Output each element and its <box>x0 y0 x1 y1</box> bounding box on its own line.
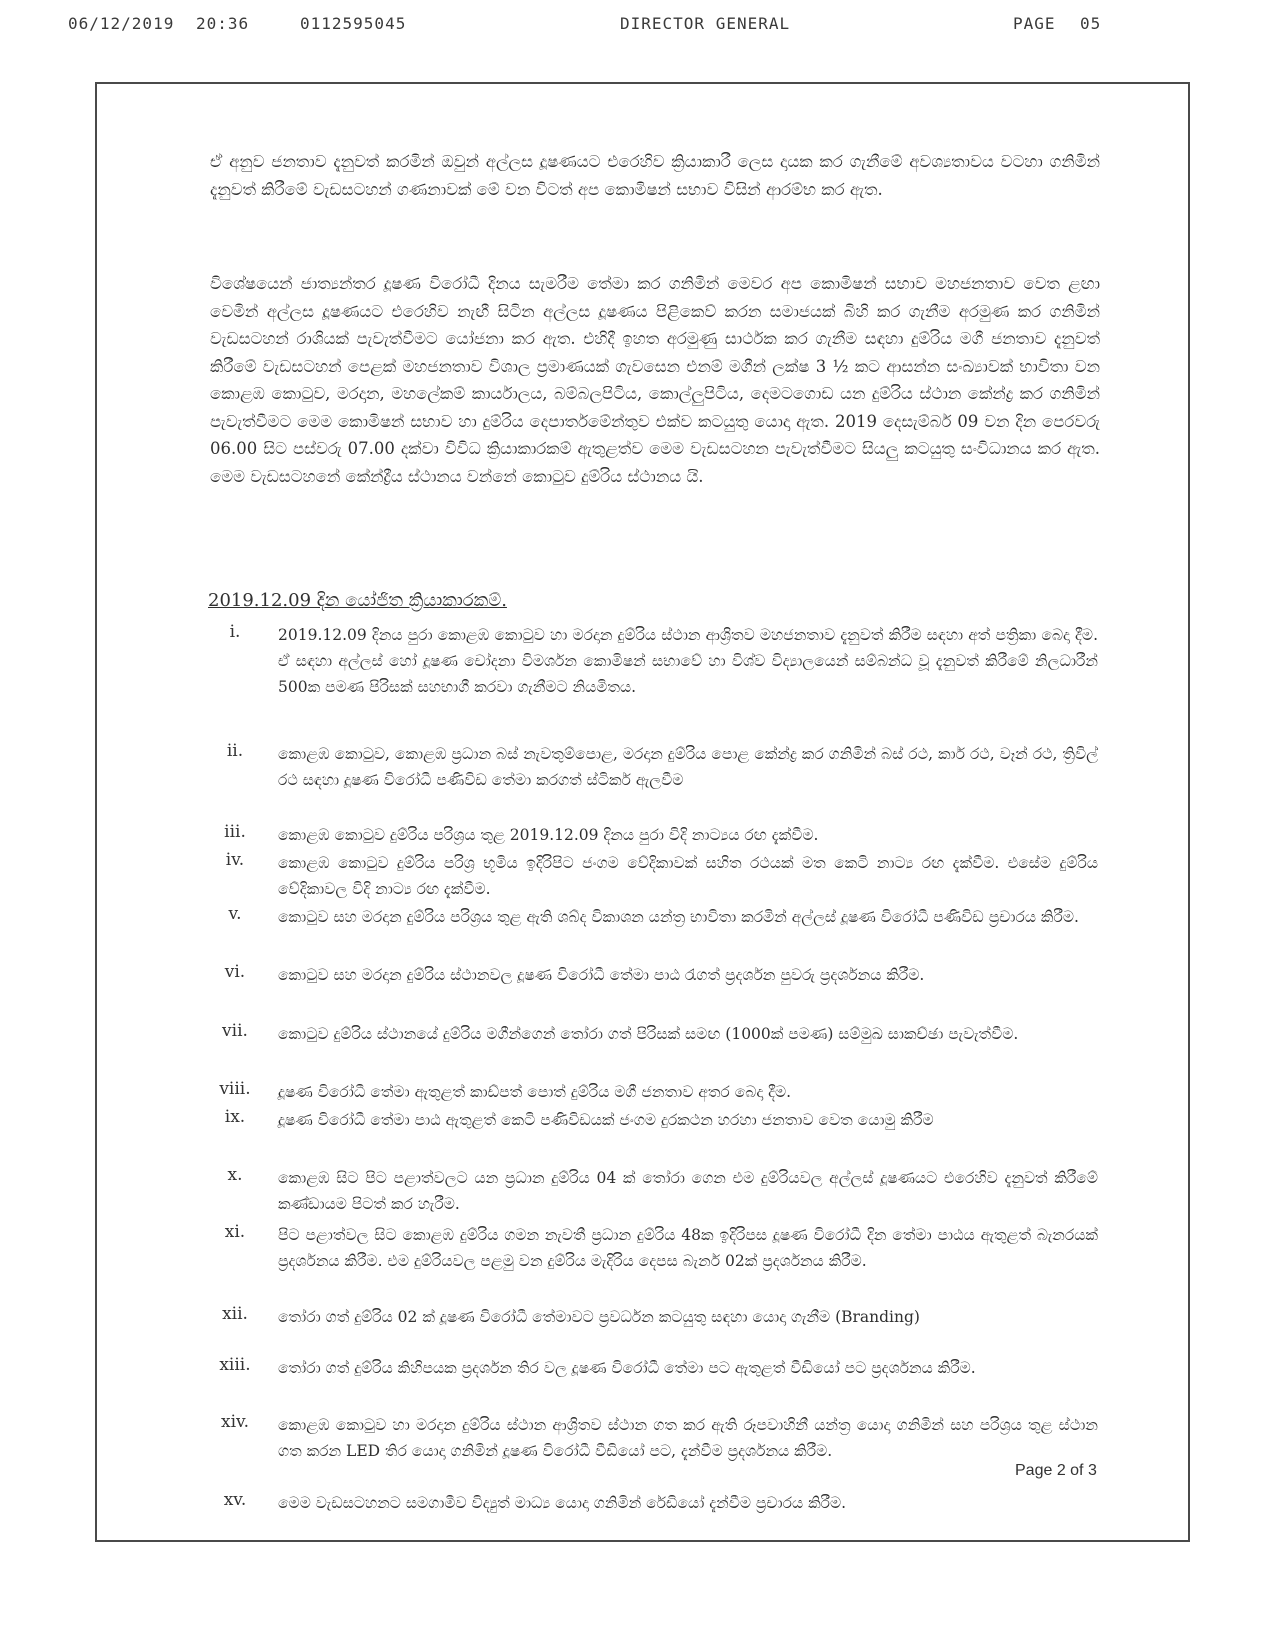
item-number: xiv. <box>220 1412 249 1432</box>
item-number: xii. <box>222 1304 248 1324</box>
item-text: කොළඹ කොටුව, කොළඹ ප්‍රධාන බස් නැවතුම්පොළ, මරදාන දුම්රිය පොළ කේන්ද්‍ර කර ගනිමින් බස් රථ, කාර් රථ, වෑන් රථ, ත්‍රිවිල් රථ සඳහා දූෂණ විරෝධී පණිවිඩ තේමා කරගත් ස්ටිකර් ඇලවීම <box>278 745 1098 789</box>
item-text: දූෂණ විරෝධී තේමා ඇතුළත් කාඩ්පත් පොත් දුම්රිය මගී ජනතාව අතර බෙදා දීම. <box>278 1083 792 1101</box>
item-number: xi. <box>224 1222 246 1242</box>
item-number: xv. <box>223 1490 247 1510</box>
item-number: vi. <box>224 962 246 982</box>
section-title: 2019.12.09 දින යෝජිත ක්‍රියාකාරකම්. <box>208 590 507 611</box>
item-number: vii. <box>222 1021 248 1041</box>
item-text: 2019.12.09 දිනය පුරා කොළඹ කොටුව හා මරදාන දුම්රිය ස්ථාන ආශ්‍රිතව මහජනතාව දැනුවත් කිරීම සඳහා අත් පත්‍රිකා බෙදා දීම. ඒ සඳහා අල්ලස් හෝ දූෂණ චෝදනා විමර්ශන කොමිෂන් සභාවේ හා විශ්ව විද්‍යාලයෙන් සම්බන්ධ වූ දැනුවත් කිරීමේ නිලධාරීන් 500ක පමණ පිරිසක් සහභාගී කරවා ගැනීමට නියමිතය. <box>278 626 1098 696</box>
item-text: පිට පළාත්වල සිට කොළඹ දුම්රිය ගමන නැවතී ප්‍රධාන දුම්රිය 48ක ඉදිරිපස දූෂණ විරෝධී දින තේමා පාඨය ඇතුළත් බැනරයක් ප්‍රදර්ශනය කිරීම. එම දුම්රියවල පළමු වන දුම්රිය මැදිරිය දෙපස බැනර් 02ක් ප්‍රදර්ශනය කිරීම. <box>278 1226 1098 1270</box>
fax-page-label: PAGE <box>1013 14 1056 33</box>
fax-date: 06/12/2019 <box>68 14 175 33</box>
item-text: තෝරා ගත් දුම්රිය 02 ක් දූෂණ විරෝධී තේමාවට ප්‍රවර්ධන කටයුතු සඳහා යොදා ගැනීම (Branding) <box>278 1308 920 1326</box>
item-number: viii. <box>219 1079 251 1099</box>
item-number: xiii. <box>219 1355 251 1375</box>
main-paragraph: විශේෂයෙන් ජාත්‍යන්තර දූෂණ විරෝධී දිනය සැමරීම තේමා කර ගනිමින් මෙවර අප කොමිෂන් සභාව මහජනතාව වෙත ළඟා වෙමින් අල්ලස දූෂණයට එරෙහිව නැඟී සිටින අල්ලස දූෂණය පිළිකෙව් කරන සමාජයක් බිහි කර ගැනීම අරමුණ කර ගනිමින් වැඩසටහන් රාශියක් පැවැත්වීමට යෝජනා කර ඇත. එහිදී ඉහත අරමුණු සාර්ථක කර ගැනීම සඳහා දුම්රිය මගී ජනතාව දැනුවත් කිරීමේ වැඩසටහන් පෙළක් මහජනතාව විශාල ප්‍රමාණයක් ගැවසෙන එනම් මගීන් ලක්ෂ 3 ½ කට ආසන්න සංඛ්‍යාවක් භාවිතා වන කොළඹ කොටුව, මරදාන, මහලේකම් කාර්යාලය, බම්බලපිටිය, කොල්ලුපිටිය, දෙමටගොඩ යන දුම්රිය ස්ථාන කේන්ද්‍ර කර ගනිමින් පැවැත්වීමට මෙම කොමිෂන් සභාව හා දුම්රිය දෙපාර්තමේන්තුව එක්ව කටයුතු යොදා ඇත. 2019 දෙසැම්බර් 09 වන දින පෙරවරු 06.00 සිට පස්වරු 07.00 දක්වා විවිධ ක්‍රියාකාරකම් ඇතුළත්ව මෙම වැඩසටහන පැවැත්වීමට සියලු කටයුතු සංවිධානය කර ඇත. මෙම වැඩසටහනේ කේන්ද්‍රීය ස්ථානය වන්නේ කොටුව දුම්රිය ස්ථානය යි. <box>210 274 1100 486</box>
item-text: කොළඹ සිට පිට පළාත්වලට යන ප්‍රධාන දුම්රිය 04 ක් තෝරා ගෙන එම දුම්රියවල අල්ලස් දූෂණයට එරෙහිව දැනුවත් කිරීමේ කණ්ඩායම පිටත් කර හැරීම. <box>278 1169 1098 1213</box>
item-number: v. <box>228 904 242 924</box>
fax-phone-number: 0112595045 <box>300 14 407 33</box>
item-text: කොටුව සහ මරදාන දුම්රිය පරිශ්‍රය තුළ ඇති ශබ්ද විකාශන යන්ත්‍ර භාවිතා කරමින් අල්ලස් දූෂණ විරෝධී පණිවිඩ ප්‍රචාරය කිරීම. <box>278 908 1079 926</box>
fax-time: 20:36 <box>196 14 250 33</box>
item-text: කොටුව සහ මරදාන දුම්රිය ස්ථානවල දූෂණ විරෝධී තේමා පාඨ රැගත් ප්‍රදර්ශන පුවරු ප්‍රදර්ශනය කිරීම. <box>278 966 925 984</box>
fax-sender: DIRECTOR GENERAL <box>620 14 791 33</box>
item-text: කොළඹ කොටුව දුම්රිය පරිශ්‍ර භූමිය ඉදිරිපිට ජංගම වේදිකාවක් සහිත රථයක් මත කෙටි නාට්‍ය රඟ දැක්වීම. එසේම දුම්රිය වේදිකාවල විදි නාට්‍ය රඟ දැක්වීම. <box>278 854 1098 898</box>
item-number: iii. <box>224 822 246 842</box>
item-number: ix. <box>224 1107 246 1127</box>
item-text: තෝරා ගත් දුම්රිය කිහිපයක ප්‍රදර්ශන තිර වල දූෂණ විරෝධී තේමා පට ඇතුළත් වීඩියෝ පට ප්‍රදර්ශනය කිරීම. <box>278 1359 976 1377</box>
item-text: කොළඹ කොටුව හා මරදාන දුම්රිය ස්ථාන ආශ්‍රිතව ස්ථාන ගත කර ඇති රූපවාහිනී යන්ත්‍ර යොදා ගනිමින් සහ පරිශ්‍රය තුළ ස්ථාන ගත කරන LED තිර යොදා ගනිමින් දූෂණ විරෝධී වීඩියෝ පට, දැන්වීම ප්‍රදර්ශනය කිරීම. <box>278 1416 1098 1460</box>
item-number: ii. <box>226 741 244 761</box>
intro-paragraph: ඒ අනුව ජනතාව දැනුවත් කරමින් ඔවුන් අල්ලස දූෂණයට එරෙහිව ක්‍රියාකාරී ලෙස දායක කර ගැනීමේ අවශ්‍යතාවය වටහා ගනිමින් දැනුවත් කිරීමේ වැඩසටහන් ගණනාවක් මේ වන විටත් අප කොමිෂන් සභාව විසින් ආරම්භ කර ඇත. <box>210 152 1100 199</box>
fax-header <box>68 14 1178 40</box>
item-number: i. <box>229 622 241 642</box>
page-footer: Page 2 of 3 <box>1015 1462 1097 1479</box>
item-number: x. <box>227 1165 243 1185</box>
item-text: මෙම වැඩසටහනට සමගාමීව විද්‍යුත් මාධ්‍ය යොදා ගනිමින් රේඩියෝ දැන්වීම ප්‍රචාරය කිරීම. <box>278 1494 847 1512</box>
item-text: දූෂණ විරෝධී තේමා පාඨ ඇතුළත් කෙටි පණිවිඩයක් ජංගම දුරකථන හරහා ජනතාව වෙත යොමු කිරීම <box>278 1111 934 1129</box>
item-number: iv. <box>225 850 245 870</box>
item-text: කොළඹ කොටුව දුම්රිය පරිශ්‍රය තුළ 2019.12.09 දිනය පුරා විදි නාට්‍යය රඟ දැක්වීම. <box>278 826 819 844</box>
fax-page-number: 05 <box>1080 14 1102 33</box>
item-text: කොටුව දුම්රිය ස්ථානයේ දුම්රිය මගීන්ගෙන් තෝරා ගත් පිරිසක් සමඟ (1000ක් පමණ) සම්මුඛ සාකච්ඡා පැවැත්වීම. <box>278 1025 1019 1043</box>
